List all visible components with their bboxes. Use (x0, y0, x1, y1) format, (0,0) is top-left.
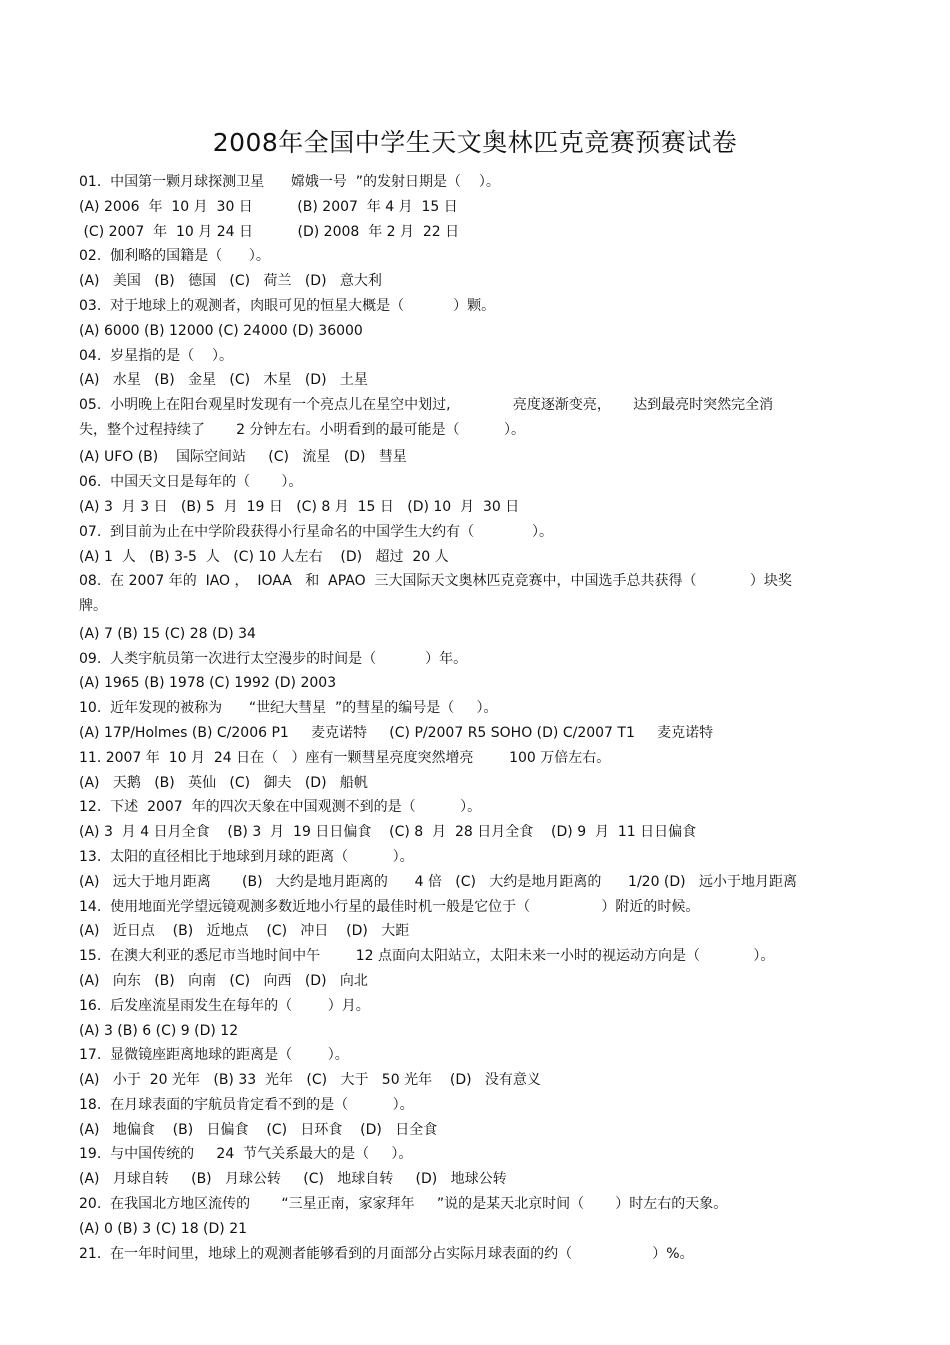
option-line: (A) 1 人 (B) 3-5 人 (C) 10 人左右 (D) 超过 20 人 (79, 548, 449, 565)
option-line: (A) 3 月 3 日 (B) 5 月 19 日 (C) 8 月 15 日 (D) 10 月 30 日 (79, 499, 520, 516)
question-line: 17. 显微镜座距离地球的距离是（ ）。 (79, 1047, 349, 1064)
question-line: 12. 下述 2007 年的四次天象在中国观测不到的是（ ）。 (79, 799, 482, 816)
question-line: 11. 2007 年 10 月 24 日在（ ）座有一颗彗星亮度突然增亮 100 万倍左右。 (79, 749, 611, 766)
page-title: 2008年全国中学生天文奥林匹克竞赛预赛试卷 (212, 128, 738, 157)
question-line: 05. 小明晚上在阳台观星时发现有一个亮点儿在星空中划过, 亮度逐渐变亮， 达到最亮时突然完全消 (79, 397, 774, 414)
option-line: (A) UFO (B) 国际空间站 (C) 流星 (D) 彗星 (79, 449, 407, 466)
question-line: 04. 岁星指的是（ ）。 (79, 347, 233, 364)
option-line: (A) 月球自转 (B) 月球公转 (C) 地球自转 (D) 地球公转 (79, 1171, 507, 1188)
option-line: (A) 地偏食 (B) 日偏食 (C) 日环食 (D) 日全食 (79, 1121, 438, 1138)
question-line: 02. 伽利略的国籍是（ ）。 (79, 248, 270, 265)
option-line: (A) 6000 (B) 12000 (C) 24000 (D) 36000 (79, 322, 363, 339)
option-line: (A) 远大于地月距离 (B) 大约是地月距离的 4 倍 (C) 大约是地月距离的 1/20 (D) 远小于地月距离 (79, 873, 797, 890)
question-line: 06. 中国天文日是每年的（ ）。 (79, 474, 303, 491)
option-line: (A) 3 月 4 日月全食 (B) 3 月 19 日日偏食 (C) 8 月 28 日月全食 (D) 9 月 11 日日偏食 (79, 824, 697, 841)
question-line: 21. 在一年时间里，地球上的观测者能够看到的月面部分占实际月球表面的约（ ）%。 (79, 1245, 694, 1262)
question-line: 15. 在澳大利亚的悉尼市当地时间中午 12 点面向太阳站立，太阳未来一小时的视运动方向是（ ）。 (79, 948, 775, 965)
question-line: 20. 在我国北方地区流传的 “三星正南，家家拜年 ”说的是某天北京时间（ ）时左右的天象。 (79, 1196, 728, 1213)
question-line: 19. 与中国传统的 24 节气关系最大的是（ ）。 (79, 1146, 413, 1163)
question-line: 03. 对于地球上的观测者，肉眼可见的恒星大概是（ ）颗。 (79, 297, 496, 314)
option-line: (A) 美国 (B) 德国 (C) 荷兰 (D) 意大利 (79, 273, 382, 290)
option-line: (C) 2007 年 10 月 24 日 (D) 2008 年 2 月 22 日 (79, 223, 460, 240)
option-line: (A) 2006 年 10 月 30 日 (B) 2007 年 4 月 15 日 (79, 198, 458, 215)
question-line: 08. 在 2007 年的 IAO ， IOAA 和 APAO 三大国际天文奥林匹克竞赛中，中国选手总共获得（ ）块奖 (79, 573, 792, 590)
option-line: (A) 水星 (B) 金星 (C) 木星 (D) 土星 (79, 372, 368, 389)
question-line: 10. 近年发现的被称为 “世纪大彗星 ”的彗星的编号是（ ）。 (79, 700, 498, 717)
question-line: 01. 中国第一颗月球探测卫星 嫦娥一号 ”的发射日期是（ ）。 (79, 174, 500, 190)
question-line-continued: 牌。 (79, 598, 107, 615)
question-line: 14. 使用地面光学望远镜观测多数近地小行星的最佳时机一般是它位于（ ）附近的时候。 (79, 898, 700, 915)
option-line: (A) 近日点 (B) 近地点 (C) 冲日 (D) 大距 (79, 923, 410, 940)
option-line: (A) 3 (B) 6 (C) 9 (D) 12 (79, 1022, 239, 1039)
option-line: (A) 1965 (B) 1978 (C) 1992 (D) 2003 (79, 675, 337, 692)
option-line: (A) 小于 20 光年 (B) 33 光年 (C) 大于 50 光年 (D) 没有意义 (79, 1072, 541, 1089)
option-line: (A) 17P/Holmes (B) C/2006 P1 麦克诺特 (C) P/2007 R5 SOHO (D) C/2007 T1 麦克诺特 (79, 724, 714, 741)
option-line: (A) 向东 (B) 向南 (C) 向西 (D) 向北 (79, 972, 368, 989)
option-line: (A) 天鹅 (B) 英仙 (C) 御夫 (D) 船帆 (79, 774, 368, 791)
exam-body (79, 170, 819, 1266)
option-line: (A) 0 (B) 3 (C) 18 (D) 21 (79, 1220, 248, 1237)
question-line: 09. 人类宇航员第一次进行太空漫步的时间是（ ）年。 (79, 650, 468, 667)
question-line-continued: 失，整个过程持续了 2 分钟左右。小明看到的最可能是（ ）。 (79, 421, 526, 438)
question-line: 16. 后发座流星雨发生在每年的（ ）月。 (79, 997, 370, 1014)
question-line: 13. 太阳的直径相比于地球到月球的距离（ ）。 (79, 848, 414, 865)
option-line: (A) 7 (B) 15 (C) 28 (D) 34 (79, 625, 256, 642)
question-line: 07. 到目前为止在中学阶段获得小行星命名的中国学生大约有（ ）。 (79, 523, 554, 540)
question-line: 18. 在月球表面的宇航员肯定看不到的是（ ）。 (79, 1096, 414, 1113)
